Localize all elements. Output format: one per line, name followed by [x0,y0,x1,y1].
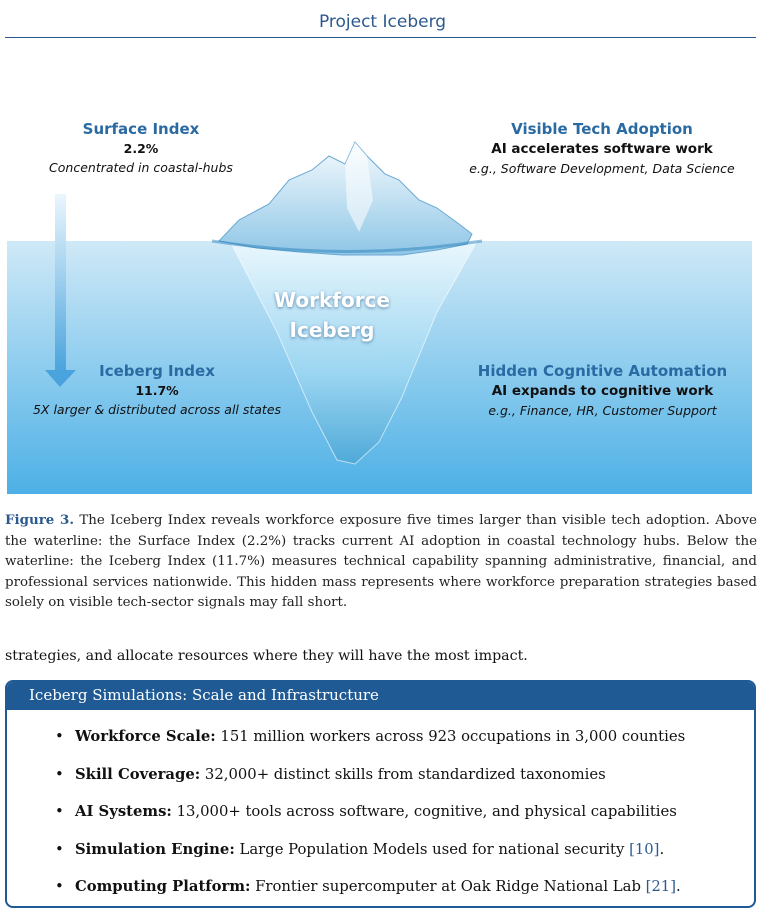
list-item: • AI Systems: 13,000+ tools across software, cognitive, and physical capabilities [55,803,677,820]
surface-index-desc: Concentrated in coastal-hubs [49,160,233,175]
figure-caption-text: The Iceberg Index reveals workforce exposure five times larger than visible tech adoption. Above the waterline: the Surface Index (2.2%) tracks current AI adoption in coastal technology hubs. Below the waterline: the Iceberg Index (11.7%) measures technical capability spanning administrative, financial, and professional services nationwide. This hidden mass represents where workforce preparation strategies based solely on visible tech-sector signals may fall short. [5,513,757,610]
workforce-iceberg-label [257,285,407,345]
iceberg-index-desc: 5X larger & distributed across all states [32,402,282,417]
iceberg-index-annotation [17,362,297,417]
center-label-line2: Iceberg [289,318,375,342]
hidden-automation-annotation [460,362,745,418]
visible-tech-subtitle: AI accelerates software work [491,141,713,157]
scale-arrow-shaft [55,194,66,372]
hidden-automation-subtitle: AI expands to cognitive work [491,383,714,399]
infobox-list [55,718,754,906]
figure-caption [5,510,757,614]
iceberg-index-value: 11.7% [135,383,179,398]
list-item: • Simulation Engine: Large Population Models used for national security [10]. [55,840,665,858]
list-item: • Computing Platform: Frontier supercomputer at Oak Ridge National Lab [21]. [55,878,681,895]
hidden-automation-title: Hidden Cognitive Automation [477,362,728,380]
visible-tech-annotation [452,120,752,176]
iceberg-above-water [219,142,472,255]
iceberg-figure [7,112,752,494]
visible-tech-title: Visible Tech Adoption [511,120,693,138]
body-paragraph: strategies, and allocate resources where they will have the most impact. [5,648,528,664]
infobox-title: Iceberg Simulations: Scale and Infrastructure [7,682,754,710]
surface-index-value: 2.2% [123,141,159,156]
iceberg-index-title: Iceberg Index [99,362,215,380]
list-item: • Skill Coverage: 32,000+ distinct skills from standardized taxonomies [55,765,606,783]
list-item: • Workforce Scale: 151 million workers across 923 occupations in 3,000 counties [55,728,686,745]
header-rule [5,37,756,38]
center-label-line1: Workforce [274,288,390,312]
citation-link[interactable]: [10] [629,840,660,858]
running-header: Project Iceberg [318,12,447,32]
citation-link[interactable]: [21] [645,878,676,895]
visible-tech-examples: e.g., Software Development, Data Science [469,161,735,176]
surface-index-annotation [41,120,241,175]
surface-index-title: Surface Index [82,120,200,138]
infobox [5,680,756,908]
figure-caption-label: Figure 3. [5,512,75,528]
hidden-automation-examples: e.g., Finance, HR, Customer Support [488,403,717,418]
